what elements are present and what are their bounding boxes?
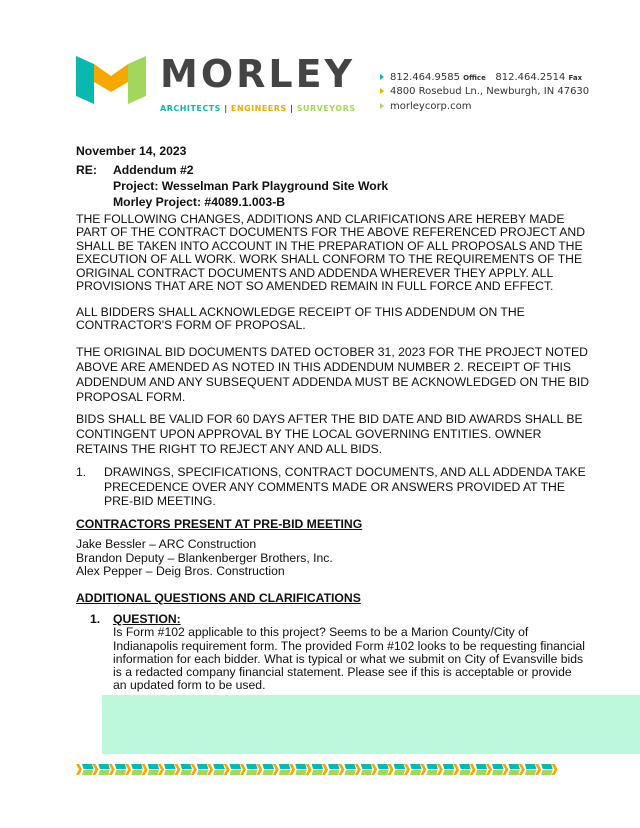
stripe-teal-bar — [115, 764, 127, 769]
text-line: THE FOLLOWING CHANGES, ADDITIONS AND CLARIFICATIONS ARE HEREBY MADE — [76, 212, 565, 226]
text-line: RETAINS THE RIGHT TO REJECT ANY AND ALL BIDS. — [76, 442, 383, 456]
stripe-teal-bar — [148, 764, 160, 769]
stripe-chevron — [76, 764, 82, 775]
company-logo-text: MORLEY — [160, 52, 356, 96]
office-label: Office — [463, 74, 486, 82]
stripe-green-bar — [361, 770, 373, 775]
answer-highlight-box — [102, 695, 640, 754]
text-line: ORIGINAL CONTRACT DOCUMENTS AND ADDENDA WHEREVER THEY APPLY. ALL — [76, 265, 554, 280]
stripe-teal-bar — [361, 764, 373, 769]
item-number: 1. — [76, 465, 87, 479]
stripe-green-bar — [525, 770, 537, 775]
text-line: THE ORIGINAL BID DOCUMENTS DATED OCTOBER 31, 2023 FOR THE PROJECT NOTED — [76, 345, 588, 359]
paragraph-bid-documents — [76, 345, 589, 405]
text-line: PART OF THE CONTRACT DOCUMENTS FOR THE ABOVE REFERENCED PROJECT AND — [76, 225, 586, 240]
stripe-chevron — [273, 764, 279, 775]
stripe-chevron — [437, 764, 443, 775]
question-number: 1. — [90, 612, 101, 626]
text-line: CONTRACTOR'S FORM OF PROPOSAL. — [76, 318, 306, 333]
stripe-teal-bar — [459, 764, 471, 769]
stripe-teal-bar — [164, 764, 176, 769]
text-line: an updated form to be used. — [113, 678, 266, 693]
stripe-green-bar — [312, 770, 324, 775]
text-line: PRE-BID MEETING. — [104, 494, 216, 508]
stripe-teal-bar — [492, 764, 504, 769]
stripe-chevron — [338, 764, 344, 775]
chevron-right-icon — [380, 74, 384, 80]
stripe-green-bar — [164, 770, 176, 775]
list-item: Brandon Deputy – Blankenberger Brothers, Inc. — [76, 550, 333, 565]
text-line: DRAWINGS, SPECIFICATIONS, CONTRACT DOCUMENTS, AND ALL ADDENDA TAKE — [104, 465, 586, 479]
stripe-green-bar — [443, 770, 455, 775]
text-line: PROVISIONS THAT ARE NOT SO AMENDED REMAIN IN FULL FORCE AND EFFECT. — [76, 278, 554, 293]
text-line: BIDS SHALL BE VALID FOR 60 DAYS AFTER THE BID DATE AND BID AWARDS SHALL BE — [76, 412, 583, 426]
stripe-teal-bar — [344, 764, 356, 769]
stripe-chevron — [355, 764, 361, 775]
stripe-teal-bar — [377, 764, 389, 769]
stripe-chevron — [306, 764, 312, 775]
stripe-chevron — [142, 764, 148, 775]
paragraph-changes — [76, 213, 585, 293]
chevron-right-icon — [380, 88, 384, 94]
tagline-surveyors: SURVEYORS — [296, 104, 356, 113]
address: 4800 Rosebud Ln., Newburgh, IN 47630 — [390, 86, 590, 97]
text-line: information for each bidder. What is typical or what we submit on City of Evansville bids — [113, 651, 584, 666]
stripe-green-bar — [394, 770, 406, 775]
stripe-chevron — [92, 764, 98, 775]
tagline — [160, 104, 356, 113]
contractors-list — [76, 538, 333, 579]
stripe-chevron — [109, 764, 115, 775]
stripe-green-bar — [426, 770, 438, 775]
stripe-chevron — [453, 764, 459, 775]
contact-website — [380, 101, 471, 112]
question-label: QUESTION: — [113, 612, 181, 626]
re-line: Project: Wesselman Park Playground Site Work — [113, 179, 389, 193]
text-line: ADDENDUM AND ANY SUBSEQUENT ADDENDA MUST BE ACKNOWLEDGED ON THE BID — [76, 375, 590, 389]
stripe-green-bar — [328, 770, 340, 775]
tagline-engineers: ENGINEERS — [230, 104, 287, 113]
stripe-green-bar — [115, 770, 127, 775]
text-line: SHALL BE TAKEN INTO ACCOUNT IN THE PREPARATION OF ALL PROPOSALS AND THE — [76, 238, 583, 253]
stripe-chevron — [125, 764, 131, 775]
stripe-chevron — [404, 764, 410, 775]
stripe-green-bar — [410, 770, 422, 775]
contractors-heading: CONTRACTORS PRESENT AT PRE-BID MEETING — [76, 517, 363, 531]
office-phone: 812.464.9585 — [390, 72, 460, 83]
contact-address — [380, 86, 589, 97]
stripe-chevron — [470, 764, 476, 775]
fax-phone: 812.464.2514 — [495, 72, 566, 83]
stripe-green-bar — [295, 770, 307, 775]
stripe-chevron — [519, 764, 525, 775]
stripe-chevron — [552, 764, 558, 775]
stripe-teal-bar — [410, 764, 422, 769]
tagline-divider: | — [224, 104, 228, 113]
stripe-green-bar — [344, 770, 356, 775]
re-line: Morley Project: #4089.1.003-B — [113, 195, 286, 209]
stripe-green-bar — [131, 770, 143, 775]
stripe-green-bar — [180, 770, 192, 775]
text-line: ABOVE ARE AMENDED AS NOTED IN THIS ADDENDUM NUMBER 2. RECEIPT OF THIS — [76, 360, 572, 374]
stripe-chevron — [158, 764, 164, 775]
stripe-green-bar — [476, 770, 488, 775]
stripe-teal-bar — [525, 764, 537, 769]
question-1 — [113, 613, 585, 693]
stripe-teal-bar — [131, 764, 143, 769]
questions-heading: ADDITIONAL QUESTIONS AND CLARIFICATIONS — [76, 591, 361, 605]
stripe-teal-bar — [230, 764, 242, 769]
text-line: is a redacted company financial statement. Please see if this is acceptable or provide — [113, 665, 572, 680]
morley-logo-icon — [76, 56, 154, 104]
stripe-teal-bar — [476, 764, 488, 769]
stripe-green-bar — [213, 770, 225, 775]
stripe-chevron — [388, 764, 394, 775]
tagline-architects: ARCHITECTS — [160, 104, 221, 113]
text-line: Indianapolis requirement form. The provided Form #102 looks to be requesting financial — [113, 638, 585, 653]
stripe-teal-bar — [246, 764, 258, 769]
stripe-green-bar — [377, 770, 389, 775]
stripe-chevron — [535, 764, 541, 775]
paragraph-bid-validity — [76, 412, 583, 457]
stripe-chevron — [322, 764, 328, 775]
stripe-teal-bar — [82, 764, 94, 769]
stripe-green-bar — [82, 770, 94, 775]
stripe-chevron — [371, 764, 377, 775]
stripe-chevron — [486, 764, 492, 775]
fax-label: Fax — [568, 74, 583, 82]
stripe-chevron — [256, 764, 262, 775]
stripe-teal-bar — [213, 764, 225, 769]
stripe-teal-bar — [279, 764, 291, 769]
stripe-teal-bar — [541, 764, 553, 769]
stripe-green-bar — [246, 770, 258, 775]
list-item: Alex Pepper – Deig Bros. Construction — [76, 564, 285, 579]
stripe-green-bar — [459, 770, 471, 775]
stripe-chevron — [420, 764, 426, 775]
contact-phones — [380, 72, 582, 83]
stripe-chevron — [240, 764, 246, 775]
stripe-teal-bar — [426, 764, 438, 769]
stripe-green-bar — [98, 770, 110, 775]
stripe-teal-bar — [443, 764, 455, 769]
re-label: RE: — [76, 163, 97, 177]
text-line: PRECEDENCE OVER ANY COMMENTS MADE OR ANSWERS PROVIDED AT THE — [104, 479, 565, 494]
list-item: Jake Bessler – ARC Construction — [76, 537, 257, 551]
stripe-chevron — [174, 764, 180, 775]
stripe-teal-bar — [394, 764, 406, 769]
stripe-teal-bar — [262, 764, 274, 769]
letter-date: November 14, 2023 — [76, 144, 187, 158]
stripe-green-bar — [508, 770, 520, 775]
stripe-teal-bar — [312, 764, 324, 769]
stripe-green-bar — [197, 770, 209, 775]
stripe-chevron — [207, 764, 213, 775]
stripe-teal-bar — [98, 764, 110, 769]
stripe-teal-bar — [508, 764, 520, 769]
stripe-teal-bar — [180, 764, 192, 769]
stripe-green-bar — [262, 770, 274, 775]
text-line: EXECUTION OF ALL WORK. WORK SHALL CONFORM TO THE REQUIREMENTS OF THE — [76, 252, 583, 267]
stripe-green-bar — [230, 770, 242, 775]
text-line: ALL BIDDERS SHALL ACKNOWLEDGE RECEIPT OF THIS ADDENDUM ON THE — [76, 305, 525, 319]
text-line: Is Form #102 applicable to this project? Seems to be a Marion County/City of — [113, 625, 529, 640]
stripe-teal-bar — [295, 764, 307, 769]
website-link[interactable]: morleycorp.com — [390, 101, 472, 112]
re-block — [113, 162, 388, 210]
stripe-green-bar — [148, 770, 160, 775]
stripe-green-bar — [541, 770, 553, 775]
stripe-chevron — [502, 764, 508, 775]
stripe-teal-bar — [328, 764, 340, 769]
text-line: CONTINGENT UPON APPROVAL BY THE LOCAL GOVERNING ENTITIES. OWNER — [76, 427, 542, 441]
paragraph-acknowledge — [76, 306, 525, 333]
item-precedence — [104, 465, 586, 509]
stripe-chevron — [224, 764, 230, 775]
footer-chevron-stripe — [76, 764, 570, 775]
stripe-chevron — [191, 764, 197, 775]
text-line: PROPOSAL FORM. — [76, 390, 186, 404]
stripe-green-bar — [492, 770, 504, 775]
stripe-chevron — [289, 764, 295, 775]
stripe-teal-bar — [197, 764, 209, 769]
chevron-right-icon — [380, 103, 384, 109]
stripe-green-bar — [279, 770, 291, 775]
tagline-divider: | — [289, 104, 294, 113]
re-line: Addendum #2 — [113, 163, 194, 177]
